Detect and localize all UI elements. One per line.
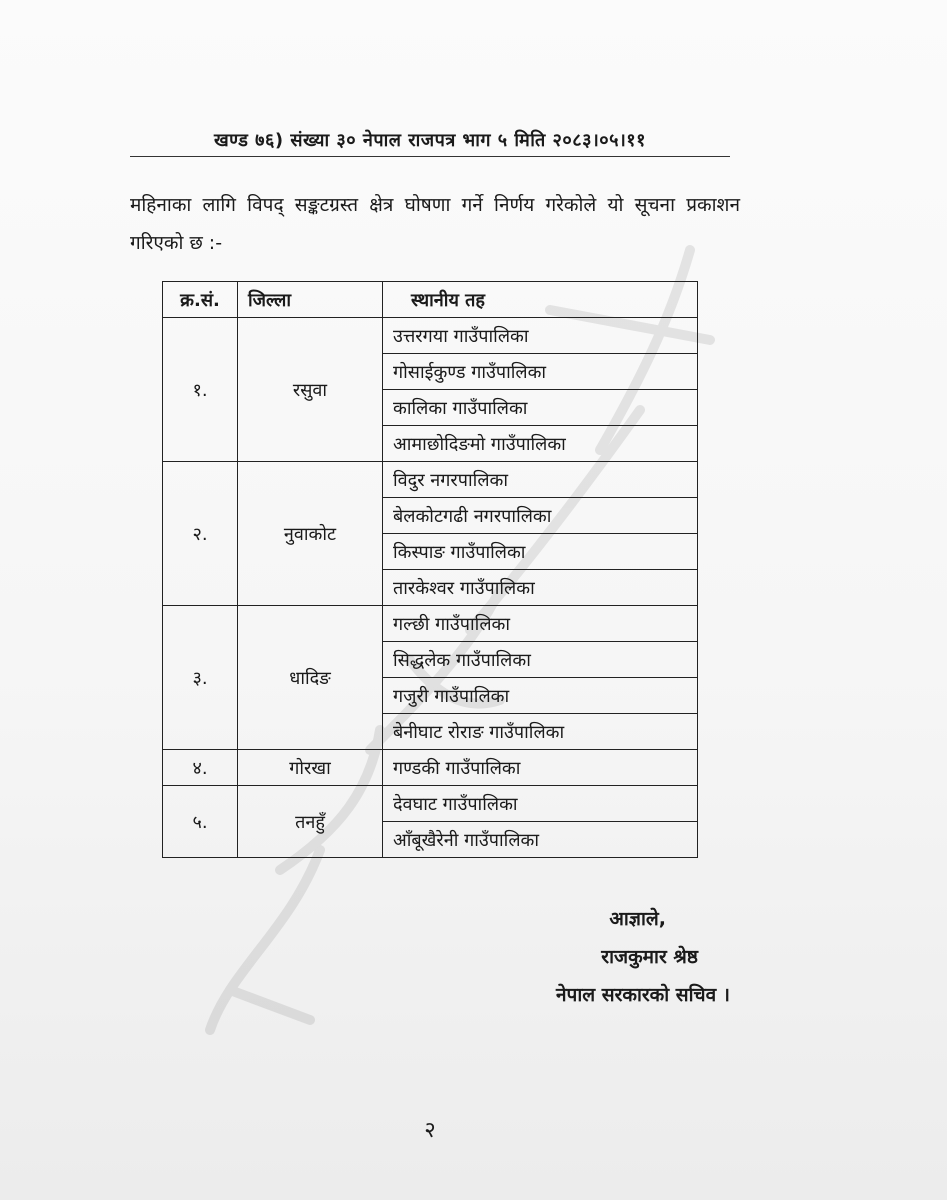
district-cell: तनहुँ xyxy=(238,786,383,858)
gazette-header: खण्ड ७६) संख्या ३० नेपाल राजपत्र भाग ५ मिति २०८३।०५।११ xyxy=(213,130,647,151)
local-level-cell: आँबूखैरेनी गाउँपालिका xyxy=(383,822,698,858)
district-cell: धादिङ xyxy=(238,606,383,750)
district-cell: नुवाकोट xyxy=(238,462,383,606)
local-level-cell: गोसाईकुण्ड गाउँपालिका xyxy=(383,354,698,390)
district-cell: रसुवा xyxy=(238,318,383,462)
local-level-cell: सिद्धलेक गाउँपालिका xyxy=(383,642,698,678)
table-row xyxy=(163,462,698,498)
local-level-cell: कालिका गाउँपालिका xyxy=(383,390,698,426)
column-header-serial: क्र.सं. xyxy=(163,282,238,318)
local-level-cell: गण्डकी गाउँपालिका xyxy=(383,750,698,786)
local-level-cell: बेनीघाट रोराङ गाउँपालिका xyxy=(383,714,698,750)
serial-number-cell: ५. xyxy=(163,786,238,858)
signature-block xyxy=(430,900,730,1014)
table-row xyxy=(163,318,698,354)
column-header-local-level: स्थानीय तह xyxy=(383,282,698,318)
signatory-designation: नेपाल सरकारको सचिव । xyxy=(556,984,730,1006)
local-level-cell: किस्पाङ गाउँपालिका xyxy=(383,534,698,570)
intro-paragraph: महिनाका लागि विपद् सङ्कटग्रस्त क्षेत्र घोषणा गर्ने निर्णय गरेकोले यो सूचना प्रकाशन गरिएको छ :- xyxy=(130,194,740,254)
signature-order-line: आज्ञाले, xyxy=(609,908,666,930)
local-level-cell: विदुर नगरपालिका xyxy=(383,462,698,498)
local-level-cell: बेलकोटगढी नगरपालिका xyxy=(383,498,698,534)
serial-number-cell: २. xyxy=(163,462,238,606)
local-level-cell: गल्छी गाउँपालिका xyxy=(383,606,698,642)
header-divider xyxy=(130,156,730,157)
local-level-cell: आमाछोदिङमो गाउँपालिका xyxy=(383,426,698,462)
local-level-cell: गजुरी गाउँपालिका xyxy=(383,678,698,714)
column-header-district: जिल्ला xyxy=(238,282,383,318)
local-level-cell: तारकेश्वर गाउँपालिका xyxy=(383,570,698,606)
table-row xyxy=(163,606,698,642)
serial-number-cell: ४. xyxy=(163,750,238,786)
table-row xyxy=(163,750,698,786)
signatory-name: राजकुमार श्रेष्ठ xyxy=(601,946,698,968)
local-level-cell: देवघाट गाउँपालिका xyxy=(383,786,698,822)
table-header-row xyxy=(163,282,698,318)
affected-areas-table xyxy=(162,281,698,858)
table-row xyxy=(163,786,698,822)
local-level-cell: उत्तरगया गाउँपालिका xyxy=(383,318,698,354)
page-number: २ xyxy=(424,1118,436,1143)
district-cell: गोरखा xyxy=(238,750,383,786)
serial-number-cell: १. xyxy=(163,318,238,462)
serial-number-cell: ३. xyxy=(163,606,238,750)
